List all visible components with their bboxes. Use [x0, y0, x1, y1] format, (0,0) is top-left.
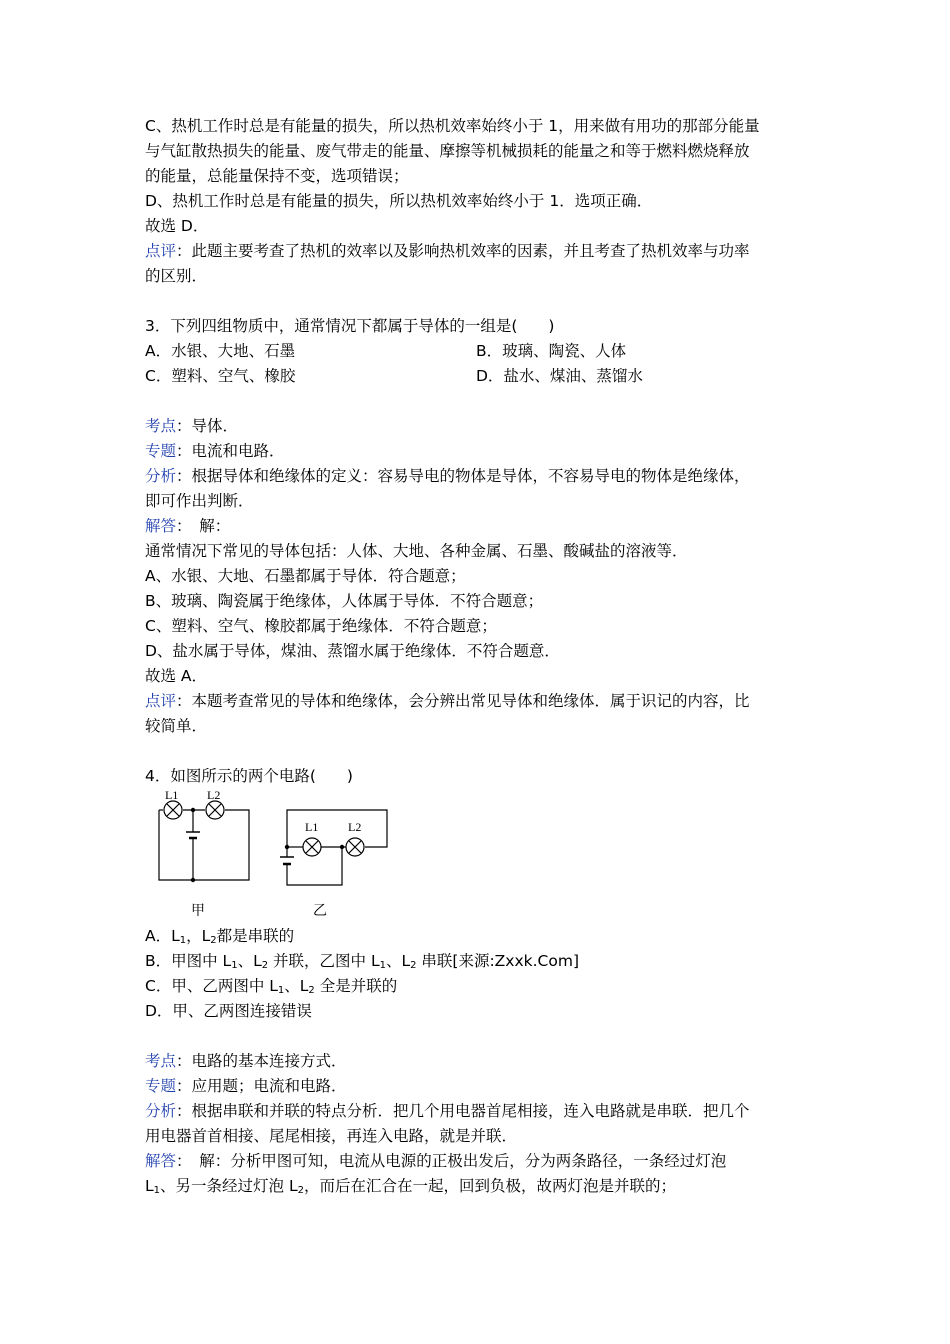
jia-label-l2: L2: [207, 788, 221, 802]
q3-review: [145, 689, 810, 714]
q4-option-c: C．甲、乙两图中 $L_1$、$L_2$ 全是并联的: [145, 977, 398, 996]
q3-solution-line: 通常情况下常见的导体包括：人体、大地、各种金属、石墨、酸碱盐的溶液等．: [145, 542, 688, 560]
zhuanti-text: ：应用题；电流和电路．: [176, 1077, 347, 1095]
fenxi-text: ：根据导体和绝缘体的定义：容易导电的物体是导体，不容易导电的物体是绝缘体，: [176, 467, 750, 485]
q3-solution-line: C、塑料、空气、橡胶都属于绝缘体．不符合题意；: [145, 617, 497, 635]
q3-fenxi-line2: 即可作出判断．: [145, 492, 254, 510]
jieda-text: ： 解：分析甲图可知，电流从电源的正极出发后，分为两条路径，一条经过灯泡: [176, 1152, 727, 1170]
q2-option-d-line: D、热机工作时总是有能量的损失，所以热机效率始终小于 1．选项正确．: [145, 192, 653, 210]
q3-option-d: D．盐水、煤油、蒸馏水: [476, 367, 643, 385]
q3-solution-line: B、玻璃、陶瓷属于绝缘体，人体属于导体．不符合题意；: [145, 592, 544, 610]
q3-options-row1: [145, 339, 810, 364]
q3-solution-line: D、盐水属于导体，煤油、蒸馏水属于绝缘体．不符合题意．: [145, 642, 560, 660]
kaodian-label: 考点: [145, 417, 177, 435]
page-content: [145, 114, 810, 1199]
zhuanti-text: ：电流和电路．: [176, 442, 285, 460]
review-text: ：本题考查常见的导体和绝缘体，会分辨出常见导体和绝缘体．属于识记的内容，比: [176, 692, 750, 710]
q3-stem: 3．下列四组物质中，通常情况下都属于导体的一组是( ): [145, 317, 555, 335]
yi-bottom-wire: [287, 847, 342, 885]
review-label: 点评: [145, 692, 177, 710]
q4-fenxi-line2: 用电器首首相接、尾尾相接，再连入电路，就是并联．: [145, 1127, 518, 1145]
fenxi-text: ：根据串联和并联的特点分析．把几个用电器首尾相接，连入电路就是串联．把几个: [176, 1102, 750, 1120]
q4-option-b: B．甲图中 $L_1$、$L_2$ 并联，乙图中 $L_1$、$L_2$ 串联[来源:Zxxk.Com]: [145, 952, 580, 971]
zhuanti-label: 专题: [145, 1077, 177, 1095]
q2-option-c-line3: 的能量，总能量保持不变，选项错误；: [145, 167, 409, 185]
q3-solution-line: A、水银、大地、石墨都属于导体．符合题意；: [145, 567, 466, 585]
review-text: ：此题主要考查了热机的效率以及影响热机效率的因素，并且考查了热机效率与功率: [176, 242, 750, 260]
q2-choice: 故选 D．: [145, 217, 209, 235]
q3-review-line2: 较简单．: [145, 717, 208, 735]
q3-solution-line: 故选 A．: [145, 667, 208, 685]
review-label: 点评: [145, 242, 177, 260]
q4-option-a: A．$L_1$，$L_2$都是串联的: [145, 927, 295, 946]
yi-label-l1: L1: [305, 820, 319, 834]
yi-top-loop: [287, 810, 387, 847]
caption-yi: 乙: [313, 903, 327, 919]
q3-option-c: C．塑料、空气、橡胶: [145, 367, 296, 385]
jia-outer-wire: [159, 810, 249, 880]
q3-option-b: B．玻璃、陶瓷、人体: [476, 342, 627, 360]
q3-jieda: [145, 514, 810, 539]
jieda-label: 解答: [145, 517, 177, 535]
kaodian-label: 考点: [145, 1052, 177, 1070]
zhuanti-label: 专题: [145, 442, 177, 460]
q2-option-c-line1: C、热机工作时总是有能量的损失，所以热机效率始终小于 1，用来做有用功的那部分能量: [145, 117, 760, 135]
q2-option-c-line2: 与气缸散热损失的能量、废气带走的能量、摩擦等机械损耗的能量之和等于燃料燃烧释放: [145, 142, 750, 160]
q4-jieda-line2: $L_1$、另一条经过灯泡 $L_2$，而后在汇合在一起，回到负极，故两灯泡是并联的；: [145, 1177, 676, 1196]
q3-kaodian: [145, 414, 810, 439]
jieda-label: 解答: [145, 1152, 177, 1170]
q3-zhuanti: [145, 439, 810, 464]
circuit-diagrams: [145, 789, 445, 924]
fenxi-label: 分析: [145, 1102, 177, 1120]
yi-label-l2: L2: [348, 820, 362, 834]
q2-review: [145, 239, 810, 264]
fenxi-label: 分析: [145, 467, 177, 485]
q3-option-a: A．水银、大地、石墨: [145, 342, 296, 360]
circuit-jia: [159, 801, 249, 880]
circuit-figure: [145, 789, 445, 924]
jia-label-l1: L1: [165, 788, 179, 802]
q3-fenxi: [145, 464, 810, 489]
q4-fenxi: [145, 1099, 810, 1124]
q4-zhuanti: [145, 1074, 810, 1099]
q4-kaodian: [145, 1049, 810, 1074]
kaodian-text: ：导体．: [176, 417, 239, 435]
q3-options-row2: [145, 364, 810, 389]
q4-jieda: [145, 1149, 810, 1174]
q4-option-d: D．甲、乙两图连接错误: [145, 1002, 312, 1020]
circuit-yi: [280, 810, 387, 885]
kaodian-text: ：电路的基本连接方式．: [176, 1052, 347, 1070]
q4-stem: 4．如图所示的两个电路( ): [145, 767, 353, 785]
jieda-head: ： 解：: [176, 517, 231, 535]
q2-review-line2: 的区别．: [145, 267, 208, 285]
caption-jia: 甲: [191, 903, 205, 919]
